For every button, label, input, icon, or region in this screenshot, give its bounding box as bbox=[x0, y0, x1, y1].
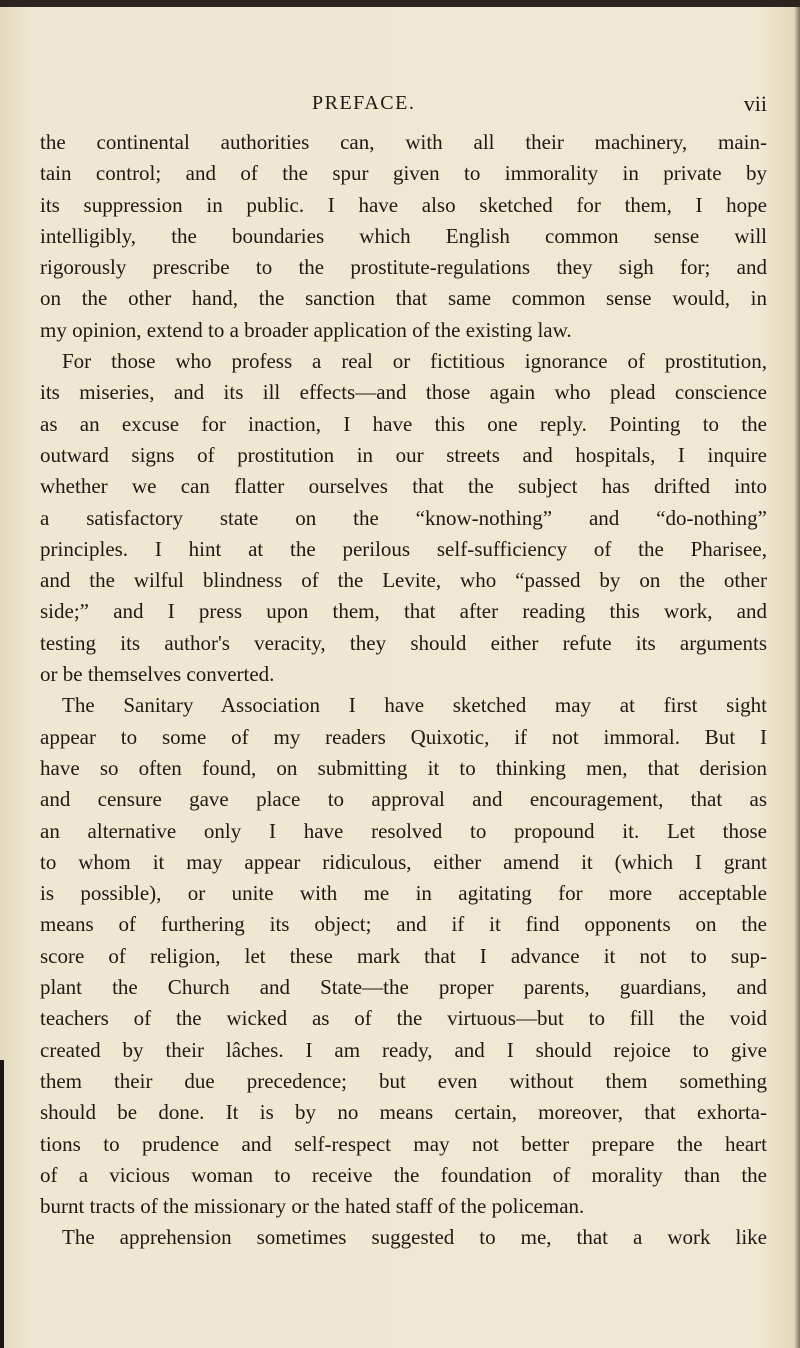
text-line: its miseries, and its ill effects—and those again who plead conscience bbox=[40, 380, 767, 405]
paragraph-start: The Sanitary Association I have sketched may at first sight bbox=[62, 693, 767, 718]
text-line: as an excuse for inaction, I have this one reply. Pointing to the bbox=[40, 411, 767, 436]
text-line: or be themselves converted. bbox=[40, 662, 275, 687]
text-line: tain control; and of the spur given to immorality in private by bbox=[40, 161, 767, 186]
text-line: have so often found, on submitting it to thinking men, that derision bbox=[40, 755, 767, 780]
text-line: is possible), or unite with me in agitating for more acceptable bbox=[40, 881, 767, 906]
text-line: side;” and I press upon them, that after reading this work, and bbox=[40, 599, 767, 624]
text-line: tions to prudence and self-respect may not better prepare the heart bbox=[40, 1131, 767, 1156]
text-line: created by their lâches. I am ready, and I should rejoice to give bbox=[40, 1037, 767, 1062]
text-line: intelligibly, the boundaries which English common sense will bbox=[40, 223, 767, 248]
binding-edge bbox=[0, 1060, 4, 1348]
text-line: my opinion, extend to a broader application of the existing law. bbox=[40, 317, 572, 342]
text-line: to whom it may appear ridiculous, either amend it (which I grant bbox=[40, 849, 767, 874]
text-line: and censure gave place to approval and encouragement, that as bbox=[40, 787, 767, 812]
text-line: whether we can flatter ourselves that the subject has drifted into bbox=[40, 474, 767, 499]
page-number: vii bbox=[743, 91, 767, 116]
text-line: rigorously prescribe to the prostitute-regulations they sigh for; and bbox=[40, 255, 767, 280]
text-line: of a vicious woman to receive the foundation of morality than the bbox=[40, 1162, 767, 1187]
text-line: principles. I hint at the perilous self-sufficiency of the Pharisee, bbox=[40, 536, 767, 561]
text-line: and the wilful blindness of the Levite, who “passed by on the other bbox=[40, 568, 767, 593]
text-line: testing its author's veracity, they should either refute its arguments bbox=[40, 630, 767, 655]
paragraph-start: For those who profess a real or fictitious ignorance of prostitution, bbox=[62, 349, 767, 374]
running-title: PREFACE. bbox=[312, 92, 416, 114]
text-line: them their due precedence; but even without them something bbox=[40, 1068, 767, 1093]
text-line: the continental authorities can, with all their machinery, main- bbox=[40, 130, 767, 154]
running-head bbox=[40, 92, 767, 122]
text-line: burnt tracts of the missionary or the hated staff of the policeman. bbox=[40, 1194, 585, 1219]
text-line: outward signs of prostitution in our streets and hospitals, I inquire bbox=[40, 442, 767, 467]
text-line: its suppression in public. I have also sketched for them, I hope bbox=[40, 192, 767, 217]
text-line: plant the Church and State—the proper parents, guardians, and bbox=[40, 975, 767, 1000]
text-line: a satisfactory state on the “know-nothing” and “do-nothing” bbox=[40, 505, 767, 530]
body-text bbox=[40, 127, 767, 1254]
text-line: on the other hand, the sanction that same common sense would, in bbox=[40, 286, 767, 311]
text-line: teachers of the wicked as of the virtuous—but to fill the void bbox=[40, 1006, 767, 1031]
top-border bbox=[0, 0, 800, 7]
text-line: means of furthering its object; and if it find opponents on the bbox=[40, 912, 767, 937]
text-line: an alternative only I have resolved to propound it. Let those bbox=[40, 818, 767, 843]
paragraph-start: The apprehension sometimes suggested to me, that a work like bbox=[62, 1225, 767, 1250]
page-edge-shadow bbox=[794, 0, 800, 1348]
text-line: appear to some of my readers Quixotic, if not immoral. But I bbox=[40, 724, 767, 749]
text-line: should be done. It is by no means certain, moreover, that exhorta- bbox=[40, 1100, 767, 1125]
text-line: score of religion, let these mark that I advance it not to sup- bbox=[40, 943, 767, 968]
